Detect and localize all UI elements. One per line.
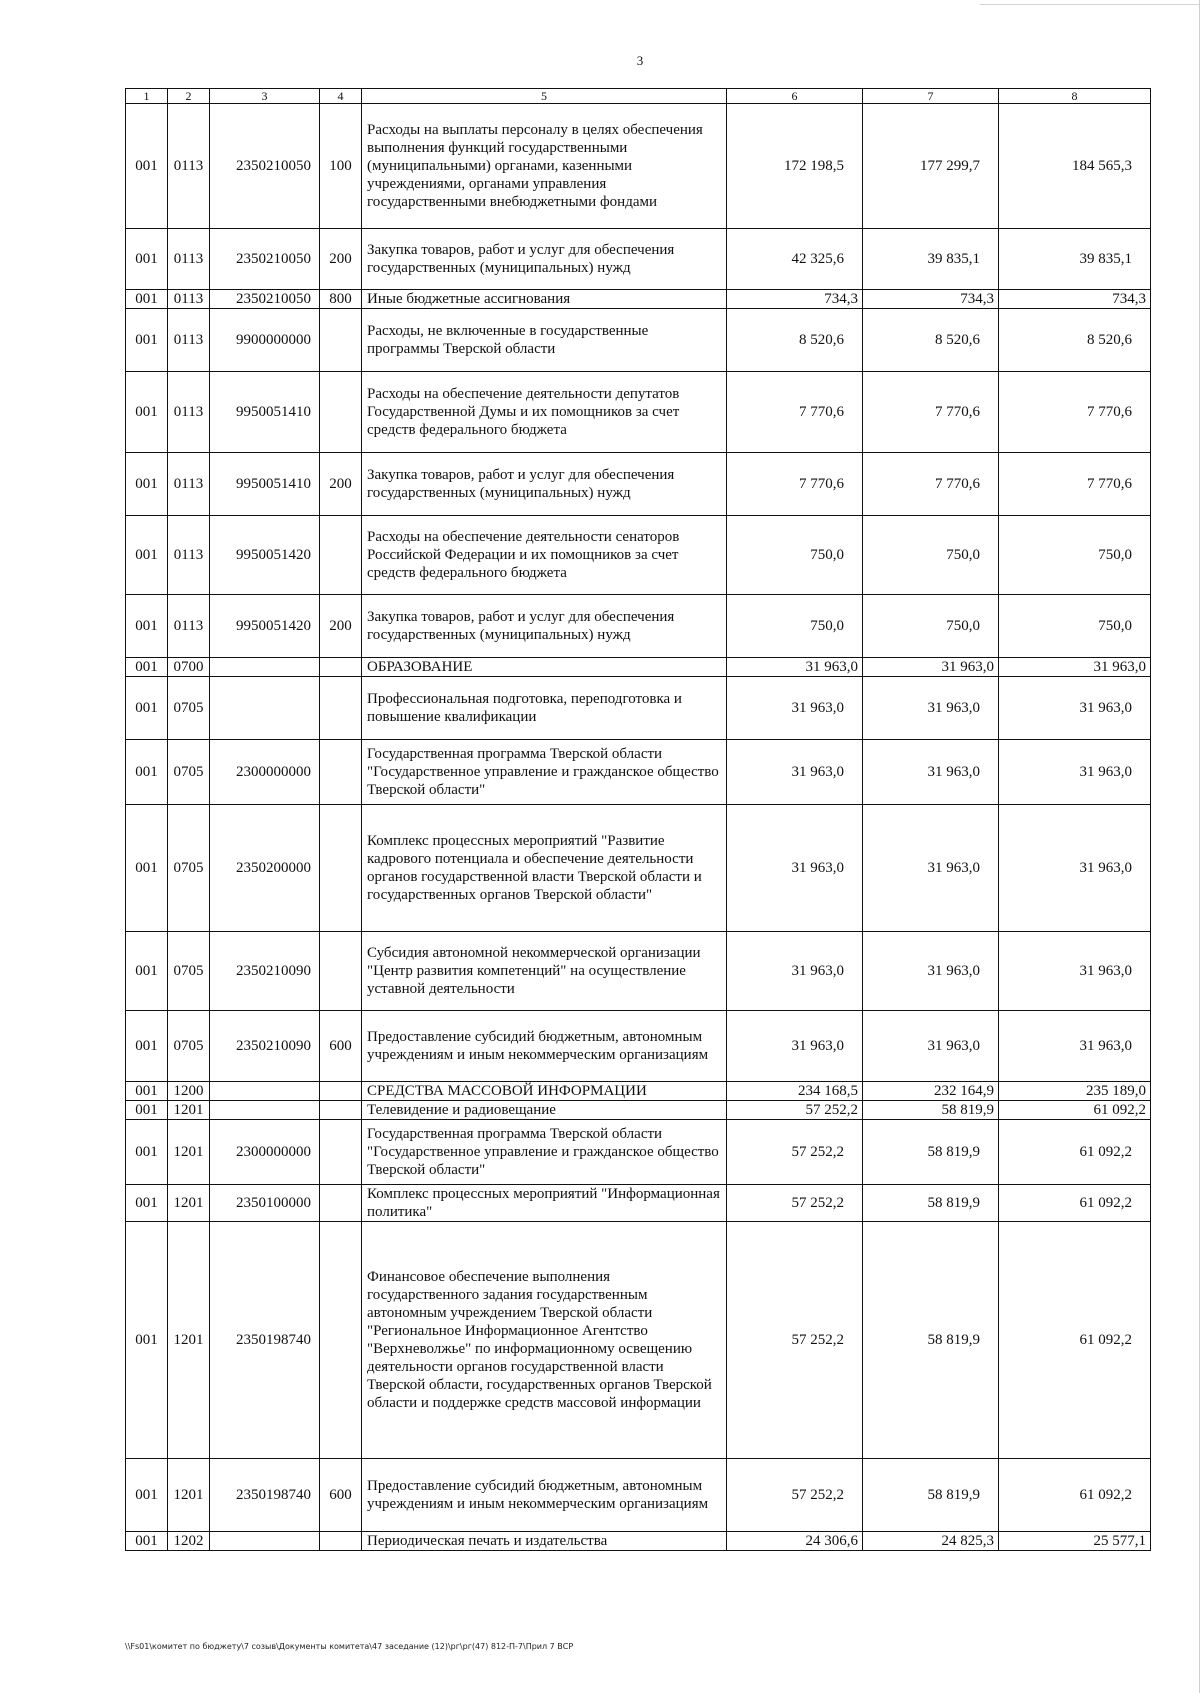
cell-code-section: 1200 [168,1082,210,1101]
cell-code-target: 2350210090 [210,932,320,1011]
cell-code-section: 0113 [168,595,210,658]
cell-code-section: 1202 [168,1532,210,1551]
cell-code-target: 2300000000 [210,740,320,805]
cell-description: Предоставление субсидий бюджетным, автономным учреждениям и иным некоммерческим организациям [362,1011,727,1082]
footer-file-path: \\Fs01\комитет по бюджету\7 созыв\Документы комитета\47 заседание (12)\рг\рг(47) 812-П-7\Прил 7 ВСР [125,1642,574,1651]
table-row [126,1532,1151,1551]
cell-code-expense-type [320,372,362,453]
table-row [126,1101,1151,1120]
cell-code-section: 1201 [168,1459,210,1532]
column-header: 4 [320,89,362,104]
cell-amount-year3: 61 092,2 [999,1459,1151,1532]
cell-code-section: 1201 [168,1120,210,1185]
cell-code-ministry: 001 [126,516,168,595]
cell-amount-year1: 31 963,0 [727,658,863,677]
cell-description: Расходы на выплаты персоналу в целях обеспечения выполнения функций государственными (муниципальными) органами, казенными учреждениями, органами управления государственными внебюджетными фондами [362,104,727,229]
cell-amount-year2: 232 164,9 [863,1082,999,1101]
cell-code-section: 0113 [168,229,210,290]
cell-code-target: 2350198740 [210,1459,320,1532]
cell-code-ministry: 001 [126,805,168,932]
cell-amount-year2: 734,3 [863,290,999,309]
cell-description: Субсидия автономной некоммерческой организации "Центр развития компетенций" на осуществление уставной деятельности [362,932,727,1011]
cell-amount-year3: 25 577,1 [999,1532,1151,1551]
cell-code-section: 0705 [168,740,210,805]
cell-code-ministry: 001 [126,1222,168,1459]
cell-code-ministry: 001 [126,104,168,229]
cell-code-section: 0113 [168,453,210,516]
table-row [126,309,1151,372]
cell-amount-year3: 184 565,3 [999,104,1151,229]
cell-amount-year3: 7 770,6 [999,453,1151,516]
cell-amount-year1: 734,3 [727,290,863,309]
cell-code-expense-type [320,516,362,595]
cell-code-section: 0705 [168,932,210,1011]
scan-edge-mark [980,4,1200,5]
cell-amount-year3: 31 963,0 [999,658,1151,677]
cell-code-ministry: 001 [126,1532,168,1551]
cell-amount-year1: 172 198,5 [727,104,863,229]
cell-code-expense-type [320,932,362,1011]
cell-code-target [210,1082,320,1101]
cell-amount-year3: 235 189,0 [999,1082,1151,1101]
cell-amount-year1: 31 963,0 [727,932,863,1011]
cell-code-ministry: 001 [126,290,168,309]
cell-description: Иные бюджетные ассигнования [362,290,727,309]
cell-amount-year1: 7 770,6 [727,372,863,453]
cell-code-expense-type: 800 [320,290,362,309]
cell-description: Комплекс процессных мероприятий "Информационная политика" [362,1185,727,1222]
cell-amount-year2: 177 299,7 [863,104,999,229]
cell-amount-year3: 734,3 [999,290,1151,309]
cell-description: Закупка товаров, работ и услуг для обеспечения государственных (муниципальных) нужд [362,229,727,290]
cell-amount-year2: 7 770,6 [863,453,999,516]
cell-description: Периодическая печать и издательства [362,1532,727,1551]
cell-amount-year2: 750,0 [863,516,999,595]
table-row [126,290,1151,309]
cell-code-expense-type [320,658,362,677]
cell-amount-year2: 7 770,6 [863,372,999,453]
cell-amount-year1: 57 252,2 [727,1120,863,1185]
cell-amount-year1: 57 252,2 [727,1459,863,1532]
table-row [126,104,1151,229]
cell-amount-year3: 39 835,1 [999,229,1151,290]
table-body [126,104,1151,1551]
table-row [126,677,1151,740]
cell-amount-year3: 750,0 [999,595,1151,658]
cell-amount-year3: 61 092,2 [999,1101,1151,1120]
cell-code-section: 0705 [168,677,210,740]
cell-code-ministry: 001 [126,677,168,740]
cell-description: Профессиональная подготовка, переподготовка и повышение квалификации [362,677,727,740]
cell-description: Финансовое обеспечение выполнения государственного задания государственным автономным учреждением Тверской области "Региональное Информационное Агентство "Верхневолжье" по информационному освещению деятельности органов государственной власти Тверской области, государственных органов Тверской области и поддержке средств массовой информации [362,1222,727,1459]
cell-amount-year2: 58 819,9 [863,1101,999,1120]
cell-amount-year3: 31 963,0 [999,1011,1151,1082]
table-row [126,516,1151,595]
cell-amount-year2: 31 963,0 [863,805,999,932]
cell-description: Комплекс процессных мероприятий "Развитие кадрового потенциала и обеспечение деятельности органов государственной власти Тверской области и государственных органов Тверской области" [362,805,727,932]
cell-amount-year1: 31 963,0 [727,1011,863,1082]
cell-code-section: 1201 [168,1185,210,1222]
cell-amount-year3: 61 092,2 [999,1222,1151,1459]
table-row [126,1185,1151,1222]
cell-amount-year2: 8 520,6 [863,309,999,372]
cell-amount-year3: 8 520,6 [999,309,1151,372]
cell-amount-year3: 31 963,0 [999,740,1151,805]
cell-code-ministry: 001 [126,372,168,453]
cell-code-expense-type [320,1082,362,1101]
table-row [126,1011,1151,1082]
cell-code-ministry: 001 [126,740,168,805]
cell-amount-year3: 31 963,0 [999,677,1151,740]
cell-code-target: 2350210090 [210,1011,320,1082]
cell-code-ministry: 001 [126,595,168,658]
cell-description: Расходы на обеспечение деятельности депутатов Государственной Думы и их помощников за счет средств федерального бюджета [362,372,727,453]
cell-amount-year3: 31 963,0 [999,932,1151,1011]
column-header: 7 [863,89,999,104]
cell-description: Расходы, не включенные в государственные программы Тверской области [362,309,727,372]
cell-code-expense-type [320,1120,362,1185]
column-header-row [126,89,1151,104]
cell-amount-year3: 31 963,0 [999,805,1151,932]
cell-amount-year3: 61 092,2 [999,1120,1151,1185]
cell-amount-year3: 7 770,6 [999,372,1151,453]
table-row [126,1222,1151,1459]
cell-description: СРЕДСТВА МАССОВОЙ ИНФОРМАЦИИ [362,1082,727,1101]
cell-code-expense-type [320,677,362,740]
cell-description: ОБРАЗОВАНИЕ [362,658,727,677]
column-header: 3 [210,89,320,104]
column-header: 1 [126,89,168,104]
cell-amount-year2: 31 963,0 [863,677,999,740]
cell-code-expense-type [320,1101,362,1120]
cell-code-target: 2300000000 [210,1120,320,1185]
cell-code-target: 2350200000 [210,805,320,932]
column-header: 6 [727,89,863,104]
cell-amount-year3: 61 092,2 [999,1185,1151,1222]
table-row [126,932,1151,1011]
cell-code-section: 0113 [168,290,210,309]
cell-code-expense-type [320,1532,362,1551]
cell-code-ministry: 001 [126,1011,168,1082]
cell-amount-year2: 58 819,9 [863,1120,999,1185]
cell-description: Государственная программа Тверской области "Государственное управление и гражданское общество Тверской области" [362,740,727,805]
cell-code-expense-type [320,805,362,932]
cell-code-ministry: 001 [126,1082,168,1101]
cell-amount-year1: 7 770,6 [727,453,863,516]
cell-code-expense-type: 200 [320,229,362,290]
cell-code-section: 1201 [168,1222,210,1459]
cell-amount-year1: 750,0 [727,595,863,658]
cell-amount-year2: 31 963,0 [863,740,999,805]
cell-code-section: 0113 [168,516,210,595]
cell-code-ministry: 001 [126,309,168,372]
cell-amount-year2: 58 819,9 [863,1222,999,1459]
cell-code-section: 1201 [168,1101,210,1120]
cell-code-expense-type [320,309,362,372]
cell-code-section: 0113 [168,309,210,372]
cell-amount-year2: 24 825,3 [863,1532,999,1551]
cell-amount-year2: 31 963,0 [863,1011,999,1082]
cell-code-expense-type [320,1185,362,1222]
cell-code-section: 0113 [168,372,210,453]
cell-amount-year2: 58 819,9 [863,1185,999,1222]
cell-code-ministry: 001 [126,229,168,290]
cell-code-target: 9950051420 [210,595,320,658]
column-header: 5 [362,89,727,104]
cell-code-target [210,1101,320,1120]
table-row [126,372,1151,453]
cell-code-expense-type: 100 [320,104,362,229]
cell-amount-year1: 8 520,6 [727,309,863,372]
cell-code-ministry: 001 [126,1185,168,1222]
table-row [126,805,1151,932]
cell-amount-year1: 31 963,0 [727,677,863,740]
table-row [126,658,1151,677]
cell-code-ministry: 001 [126,453,168,516]
column-header: 8 [999,89,1151,104]
cell-code-target: 2350100000 [210,1185,320,1222]
cell-description: Государственная программа Тверской области "Государственное управление и гражданское общество Тверской области" [362,1120,727,1185]
cell-code-section: 0705 [168,805,210,932]
cell-amount-year1: 31 963,0 [727,740,863,805]
cell-amount-year1: 234 168,5 [727,1082,863,1101]
table-row [126,1459,1151,1532]
cell-description: Закупка товаров, работ и услуг для обеспечения государственных (муниципальных) нужд [362,453,727,516]
cell-code-target: 2350210050 [210,290,320,309]
cell-code-ministry: 001 [126,932,168,1011]
page-number: 3 [636,53,644,68]
cell-code-target: 9950051420 [210,516,320,595]
cell-code-target: 2350198740 [210,1222,320,1459]
table-row [126,1120,1151,1185]
cell-amount-year1: 750,0 [727,516,863,595]
cell-description: Расходы на обеспечение деятельности сенаторов Российской Федерации и их помощников за счет средств федерального бюджета [362,516,727,595]
budget-table [125,88,1151,1551]
cell-description: Телевидение и радиовещание [362,1101,727,1120]
cell-amount-year1: 57 252,2 [727,1185,863,1222]
cell-amount-year2: 39 835,1 [863,229,999,290]
cell-code-section: 0113 [168,104,210,229]
table-row [126,740,1151,805]
table-row [126,453,1151,516]
cell-code-target: 2350210050 [210,104,320,229]
cell-description: Предоставление субсидий бюджетным, автономным учреждениям и иным некоммерческим организациям [362,1459,727,1532]
cell-code-target [210,658,320,677]
cell-code-expense-type: 600 [320,1459,362,1532]
cell-amount-year1: 57 252,2 [727,1222,863,1459]
column-header: 2 [168,89,210,104]
cell-code-expense-type [320,740,362,805]
cell-code-target: 9950051410 [210,372,320,453]
cell-code-expense-type: 600 [320,1011,362,1082]
cell-code-target: 9900000000 [210,309,320,372]
cell-code-expense-type: 200 [320,453,362,516]
cell-amount-year3: 750,0 [999,516,1151,595]
cell-amount-year2: 31 963,0 [863,658,999,677]
cell-code-ministry: 001 [126,1101,168,1120]
table-row [126,1082,1151,1101]
table-row [126,229,1151,290]
cell-code-ministry: 001 [126,658,168,677]
cell-code-expense-type: 200 [320,595,362,658]
cell-amount-year2: 58 819,9 [863,1459,999,1532]
cell-code-section: 0700 [168,658,210,677]
cell-amount-year1: 31 963,0 [727,805,863,932]
cell-description: Закупка товаров, работ и услуг для обеспечения государственных (муниципальных) нужд [362,595,727,658]
table-row [126,595,1151,658]
cell-amount-year2: 750,0 [863,595,999,658]
cell-code-target: 9950051410 [210,453,320,516]
cell-code-ministry: 001 [126,1120,168,1185]
cell-amount-year2: 31 963,0 [863,932,999,1011]
cell-code-target: 2350210050 [210,229,320,290]
cell-code-section: 0705 [168,1011,210,1082]
cell-amount-year1: 24 306,6 [727,1532,863,1551]
cell-code-ministry: 001 [126,1459,168,1532]
cell-amount-year1: 42 325,6 [727,229,863,290]
cell-code-expense-type [320,1222,362,1459]
cell-amount-year1: 57 252,2 [727,1101,863,1120]
cell-code-target [210,1532,320,1551]
cell-code-target [210,677,320,740]
